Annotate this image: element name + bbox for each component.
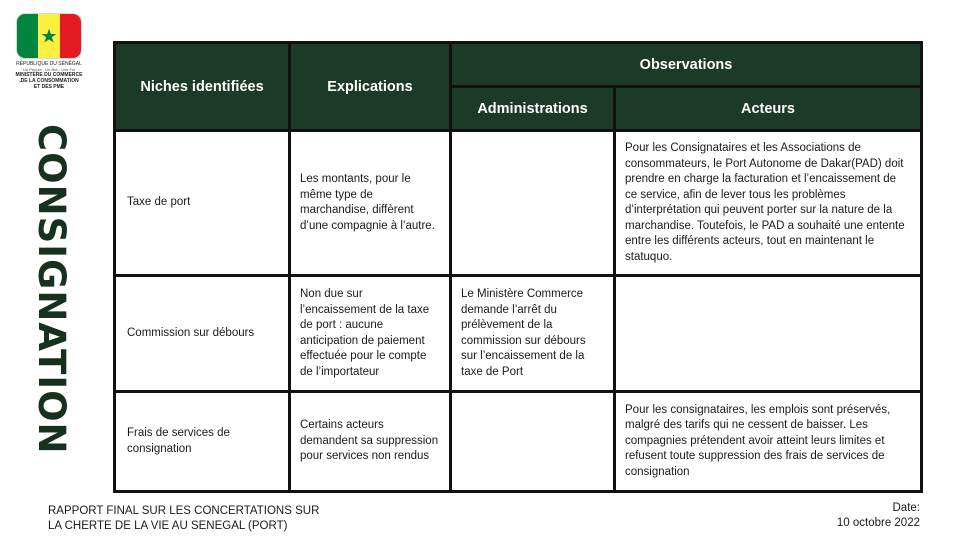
cell-administrations: Le Ministère Commerce demande l’arrêt du prélèvement de la commission sur débours sur l’encaissement de la taxe de Port — [451, 276, 615, 392]
report-title-line1: RAPPORT FINAL SUR LES CONCERTATIONS SUR — [48, 505, 320, 517]
logo-ministry-line2: ,DE LA CONSOMMATION — [19, 78, 79, 84]
logo-country: RÉPUBLIQUE DU SÉNÉGAL — [16, 61, 82, 67]
table-row — [115, 131, 922, 276]
star-icon — [41, 28, 57, 44]
logo-ministry-line1: MINISTÈRE DU COMMERCE — [15, 72, 83, 78]
cell-acteurs — [615, 276, 922, 392]
cell-niche: Taxe de port — [115, 131, 290, 276]
cell-niche: Frais de services de consignation — [115, 392, 290, 492]
header-explications: Explications — [290, 43, 451, 131]
section-title: CONSIGNATION — [30, 124, 73, 455]
report-title — [48, 504, 319, 534]
cell-acteurs: Pour les consignataires, les emplois sont préservés, malgré des tarifs qui ne cessent de baisser. Les compagnies prétendent avoir atteint leurs limites et refusent toute suppression des frais de services de consignation — [615, 392, 922, 492]
senegal-flag-icon — [17, 14, 81, 58]
cell-administrations — [451, 392, 615, 492]
report-date — [837, 501, 920, 531]
cell-niche: Commission sur débours — [115, 276, 290, 392]
date-label: Date: — [892, 502, 920, 514]
cell-explication: Certains acteurs demandent sa suppression pour services non rendus — [290, 392, 451, 492]
table-row — [115, 392, 922, 492]
cell-acteurs: Pour les Consignataires et les Associations de consommateurs, le Port Autonome de Dakar(PAD) doit prendre en charge la facturation et l’encaissement de ce service, afin de lever tous les problèmes d’interprétation qui peuvent porter sur la nature de la marchandise. Toutefois, le PAD a souhaité une entente entre les différents acteurs, tout en maintenant le statuquo. — [615, 131, 922, 276]
cell-explication: Non due sur l’encaissement de la taxe de port : aucune anticipation de paiement effectuée pour le compte de l’importateur — [290, 276, 451, 392]
header-administrations: Administrations — [451, 87, 615, 131]
logo-motto: Un Peuple - Un But - Une Foi — [22, 67, 76, 72]
report-title-line2: LA CHERTE DE LA VIE AU SENEGAL (PORT) — [48, 520, 288, 532]
header-observations: Observations — [451, 43, 922, 87]
cell-explication: Les montants, pour le même type de marchandise, diffèrent d’une compagnie à l’autre. — [290, 131, 451, 276]
logo-ministry-line3: ET DES PME — [33, 84, 65, 90]
ministry-logo — [8, 14, 90, 90]
table-row — [115, 276, 922, 392]
date-value: 10 octobre 2022 — [836, 517, 920, 529]
header-niches: Niches identifiées — [115, 43, 290, 131]
cell-administrations — [451, 131, 615, 276]
observations-table — [113, 41, 923, 493]
header-acteurs: Acteurs — [615, 87, 922, 131]
